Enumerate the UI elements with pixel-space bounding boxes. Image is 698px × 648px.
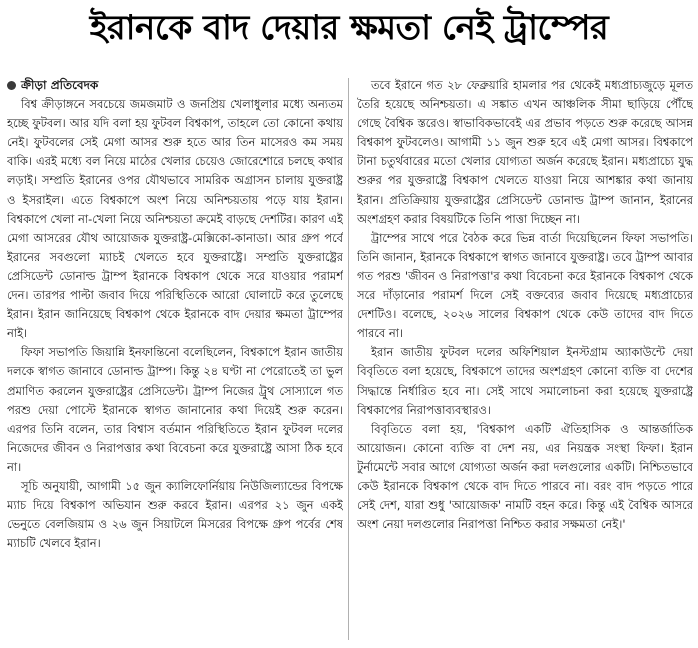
paragraph: সূচি অনুযায়ী, আগামী ১৫ জুন ক্যালিফোর্নিয়ায় নিউজিল্যান্ডের বিপক্ষে ম্যাচ দিয়ে বিশ্বকাপ অভিযান শুরু করবে ইরান। এরপর ২১ জুন একই ভেনুতে বেলজিয়াম ও ২৬ জুন সিয়াটলে মিসরের বিপক্ষে গ্রুপ পর্বের শেষ ম্যাচটি খেলবে ইরান। [7, 478, 343, 551]
article-headline: ইরানকে বাদ দেয়ার ক্ষমতা নেই ট্রাম্পের [89, 7, 609, 48]
right-column [357, 76, 693, 642]
byline-label: ক্রীড়া প্রতিবেদক [21, 78, 99, 92]
paragraph: বিশ্ব ক্রীড়াঙ্গনে সবচেয়ে জমজমাট ও জনপ্রিয় খেলাধুলার মধ্যে অন্যতম হচ্ছে ফুটবল। আর যদি বলা হয় ফুটবল বিশ্বকাপ, তাহলে তো কোনো কথায় নেই। ফুটবলের সেই মেগা আসর শুরু হতে আর তিন মাসেরও কম সময় বাকি। এরই মধ্যে বল নিয়ে মাঠের খেলার চেয়েও জোরেশোরে চলছে কথার লড়াই। সম্প্রতি ইরানের ওপর যৌথভাবে সামরিক অগ্রাসন চালায় যুক্তরাষ্ট্র ও ইসরাইল। এতে বিশ্বকাপে অংশ নিয়ে অনিশ্চয়তায় পড়ে যায় ইরান। বিশ্বকাপে খেলা না-খেলা নিয়ে অনিশ্চয়তা ক্রমেই বাড়ছে দেশটির। কারণ এই মেগা আসরের যৌথ আয়োজক যুক্তরাষ্ট্র-মেক্সিকো-কানাডা। আর গ্রুপ পর্বে ইরানের সবগুলো ম্যাচই খেলতে হবে যুক্তরাষ্ট্রে। সম্প্রতি যুক্তরাষ্ট্রের প্রেসিডেন্ট ডোনাল্ড ট্রাম্প ইরানকে বিশ্বকাপ থেকে সরে যাওয়ার পরামর্শ দেন। তারপর পাল্টা জবাব দিয়ে পরিস্থিতিকে আরো ঘোলাটে করে তুলেছে ইরান। ইরান জানিয়েছে বিশ্বকাপ থেকে ইরানকে বাদ দেয়ার ক্ষমতা ট্রাম্পের নাই। [7, 97, 343, 341]
paragraph: ট্রাম্পের সাথে পরে বৈঠক করে ভিন্ন বার্তা দিয়েছিলেন ফিফা সভাপতি। তিনি জানান, ইরানকে বিশ্বকাপে স্বাগত জানাবে যুক্তরাষ্ট্র। তবে ট্রাম্প আবার গত পরশু 'জীবন ও নিরাপত্তা'র কথা বিবেচনা করে ইরানকে বিশ্বকাপ থেকে সরে দাঁড়ানোর পরামর্শ দিলে সেই বক্তব্যের জবাব দিয়েছে মধ্যপ্রাচ্যের দেশটিও। বলেছে, ২০২৬ সালের বিশ্বকাপ থেকে কেউ তাদের বাদ দিতে পারবে না। [357, 230, 693, 341]
paragraph: বিবৃতিতে বলা হয়, 'বিশ্বকাপ একটি ঐতিহাসিক ও আন্তর্জাতিক আয়োজন। কোনো ব্যক্তি বা দেশ নয়, এর নিয়ন্ত্রক সংস্থা ফিফা। ইরান টুর্নামেন্টে সবার আগে যোগ্যতা অর্জন করা দলগুলোর একটি। নিশ্চিতভাবে কেউ ইরানকে বিশ্বকাপ থেকে বাদ দিতে পারবে না। বরং বাদ পড়তে পারে সেই দেশ, যারা শুধু 'আয়োজক' নামটি বহন করে। কিন্তু এই বৈশ্বিক আসরে অংশ নেয়া দলগুলোর নিরাপত্তা নিশ্চিত করার সক্ষমতা নেই।' [357, 421, 693, 532]
column-divider [348, 78, 349, 640]
bullet-icon [7, 81, 16, 90]
paragraph: ফিফা সভাপতি জিয়ান্নি ইনফান্তিনো বলেছিলেন, বিশ্বকাপে ইরান জাতীয় দলকে স্বাগত জানাবে ডোনাল্ড ট্রাম্প। কিন্তু ২৪ ঘণ্টা না পেরোতেই তা ভুল প্রমাণিত করলেন যুক্তরাষ্ট্রের প্রেসিডেন্ট। ট্রাম্প নিজের ট্রুথ সোস্যালে গত পরশু দেয়া পোস্টে ইরানকে স্বাগত জানানোর কথা দিয়েই শুরু করেন। এরপর তিনি বলেন, তার বিশ্বাস বর্তমান পরিস্থিতিতে ইরান ফুটবল দলের নিজেদের জীবন ও নিরাপত্তার কথা বিবেচনা করে যুক্তরাষ্ট্রে আসা ঠিক হবে না। [7, 345, 343, 474]
byline [7, 76, 343, 95]
paragraph: তবে ইরানে গত ২৮ ফেব্রুয়ারি হামলার পর থেকেই মধ্যপ্রাচ্যজুড়ে মূলত তৈরি হয়েছে অনিশ্চয়তা। এ সঙ্কাত এখন আঞ্চলিক সীমা ছাড়িয়ে পৌঁছে গেছে বৈশ্বিক স্তরেও। স্বাভাবিকভাবেই এর প্রভাব পড়তে শুরু করেছে আসন্ন বিশ্বকাপ ফুটবলেও। আগামী ১১ জুন শুরু হবে এই মেগা আসর। বিশ্বকাপে টানা চতুর্থবারের মতো খেলার যোগ্যতা অর্জন করেছে ইরান। মধ্যপ্রাচ্যে যুদ্ধ শুরুর পর যুক্তরাষ্ট্রে বিশ্বকাপ খেলতে যাওয়া নিয়ে আশঙ্কার কথা জানায় ইরান। প্রতিক্রিয়ায় যুক্তরাষ্ট্রের প্রেসিডেন্ট ডোনাল্ড ট্রাম্প জানান, ইরানের অংশগ্রহণ করার বিষয়টিকে তিনি পাত্তা দিচ্ছেন না। [357, 78, 693, 226]
paragraph: ইরান জাতীয় ফুটবল দলের অফিশিয়াল ইনস্টগ্রাম অ্যাকাউন্টে দেয়া বিবৃতিতে বলা হয়েছে, বিশ্বকাপে তাদের অংশগ্রহণ কোনো ব্যক্তি বা দেশের সিদ্ধান্তে নির্ধারিত হবে না। সেই সাথে সমালোচনা করা হয়েছে যুক্তরাষ্ট্রে বিশ্বকাপের নিরাপত্তাব্যবস্থারও। [357, 345, 693, 417]
left-column [7, 76, 343, 642]
